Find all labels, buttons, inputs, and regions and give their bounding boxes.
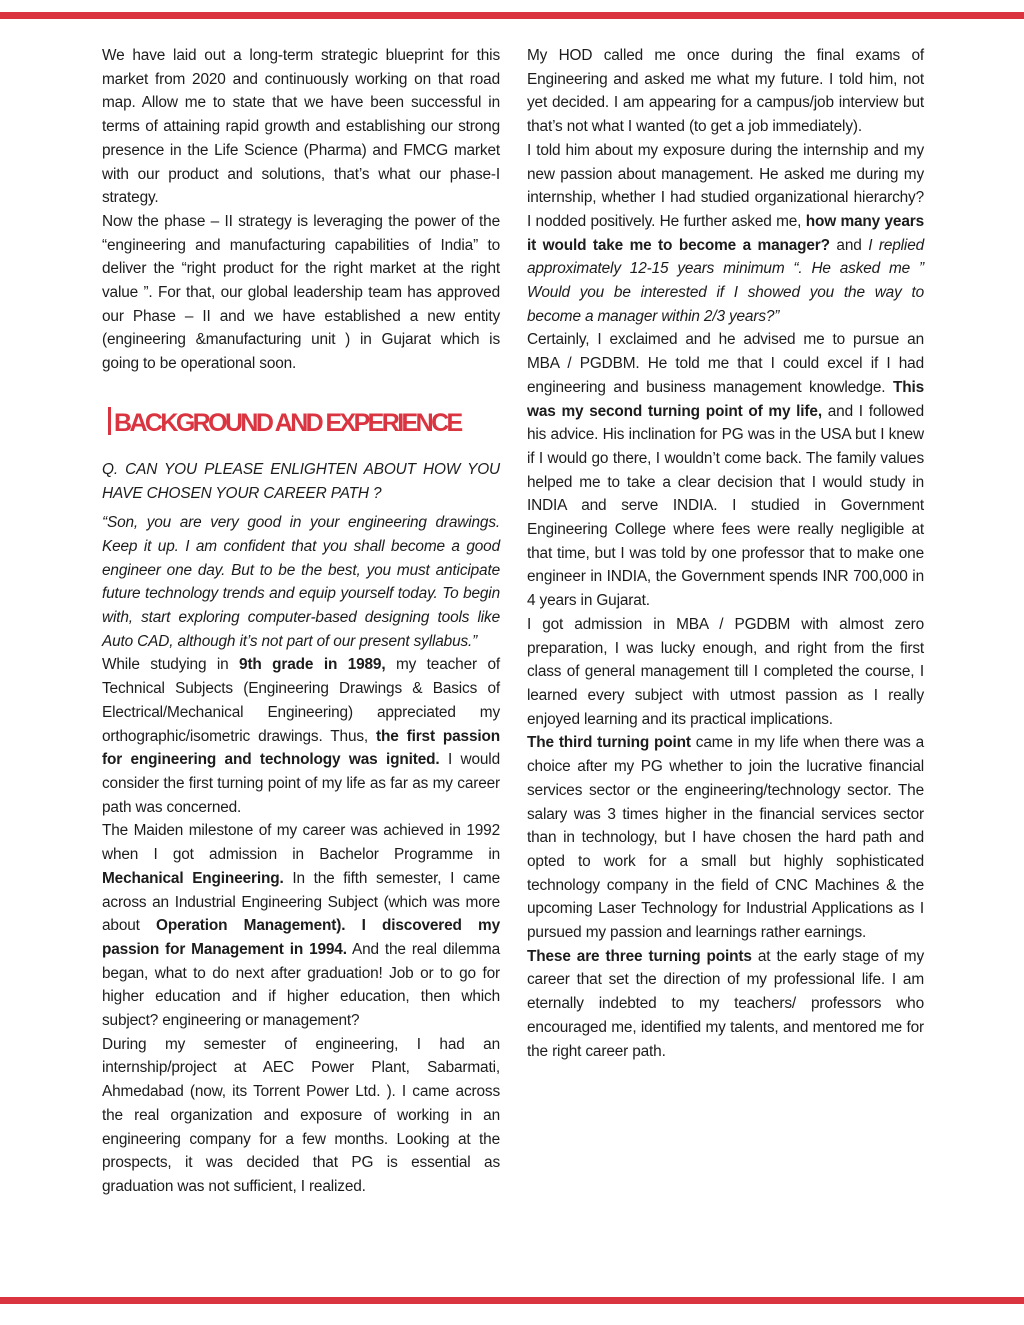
top-accent-rule — [0, 12, 1024, 19]
text-run: came in my life when there was a choice after my PG whether to join the lucrative financial services sector or the engineering/technology sector. The salary was 3 times higher in the financial services sector than in technology, but I have chosen the hard path and opted to work for a small but highly sophisticated technology company in the field of CNC Machines & the upcoming Laser Technology for Industrial Applications as I pursued my passion and learnings rather earnings. — [527, 734, 924, 942]
text-run: at the early stage of my career that set the direction of my professional life. I am eternally indebted to my teachers/ professors who encouraged me, identified my talents, and mentored me for the right career path. — [527, 947, 924, 1060]
paragraph-third-turning-point — [527, 731, 924, 944]
intro-paragraph-phase-1: We have laid out a long-term strategic blueprint for this market from 2020 and continuously working on that road map. Allow me to state that we have been successful in terms of attaining rapid growth and establishing our strong presence in the Life Science (Pharma) and FMCG market with our product and solutions, that’s what our phase-I strategy. — [102, 47, 500, 207]
bold-run: This was my second turning point of my life, — [527, 378, 924, 420]
text-run: In the fifth semester, I came across an Industrial Engineering Subject (which was more about — [102, 869, 500, 935]
section-heading — [108, 406, 500, 440]
bold-run: the first passion for engineering and technology was ignited. — [102, 727, 501, 769]
paragraph-mba-admission: I got admission in MBA / PGDBM with almost zero preparation, I was lucky enough, and right from the first class of general management till I completed the course, I learned every subject with utmost passion as I really enjoyed learning and its practical implications. — [527, 615, 924, 728]
paragraph-first-turning-point — [102, 653, 500, 819]
text-run: While studying in — [102, 656, 240, 674]
paragraph-hod-call: My HOD called me once during the final exams of Engineering and asked me what my future. I told him, not yet decided. I am appearing for a campus/job interview but that’s not what I wanted (to get a job immediately). — [527, 47, 924, 136]
bold-run: The third turning point — [527, 734, 691, 752]
text-run: and — [829, 236, 869, 254]
intro-paragraph-phase-2: Now the phase – II strategy is leveraging the power of the “engineering and manufacturing capabilities of India” to deliver the “right product for the right market at the right value ”. For that, our global leadership team has approved our Phase – II and we have established a new entity (engineering &manufacturing unit ) in Gujarat which is going to be operational soon. — [102, 212, 500, 373]
teacher-quote: “Son, you are very good in your engineering drawings. Keep it up. I am confident that you shall become a good engineer one day. But to be the best, you must anticipate future technology trends and equip yourself today. To begin with, start exploring computer-based designing tools like Auto CAD, although it’s not part of our present syllabus.” — [102, 514, 500, 650]
bold-run: Mechanical Engineering. — [102, 869, 284, 887]
bold-run: These are three turning points — [527, 947, 752, 965]
text-run: I told him about my exposure during the internship and my new passion about management. He asked me during my internship, whether I had studied organizational hierarchy? I nodded positively. He further asked me, — [527, 141, 924, 230]
bold-run: 9th grade in 1989, — [239, 656, 386, 674]
text-run: The Maiden milestone of my career was achieved in 1992 when I got admission in Bachelor Programme in — [102, 822, 500, 864]
section-heading-text: BACKGROUND AND EXPERIENCE — [114, 408, 461, 437]
paragraph-second-turning-point — [527, 328, 924, 612]
text-run: I would consider the first turning point of my life as far as my career path was concerned. — [102, 751, 500, 816]
paragraph-internship: During my semester of engineering, I had an internship/project at AEC Power Plant, Sabarmati, Ahmedabad (now, its Torrent Power Ltd. ). I came across the real organization and exposure of working in an engineering company for a few months. Looking at the prospects, it was decided that PG is essential as graduation was not sufficient, I realized. — [102, 1035, 500, 1195]
bold-run: Operation Management). I discovered my passion for Management in 1994. — [102, 917, 500, 958]
heading-bar — [108, 407, 111, 435]
paragraph-maiden-milestone — [102, 819, 500, 1032]
text-run: And the real dilemma began, what to do next after graduation! Job or to go for higher education and if higher education, then which subject? engineering or management? — [102, 940, 500, 1030]
text-run: my teacher of Technical Subjects (Engineering Drawings & Basics of Electrical/Mechanical Engineering) appreciated my orthographic/isometric drawings. Thus, — [102, 656, 500, 745]
text-run: and I followed his advice. His inclination for PG was in the USA but I knew if I would go there, I wouldn’t come back. The family values helped me to take a clear decision that I would study in INDIA and serve INDIA. I studied in Government Engineering College where fees were really negligible at that time, but I was told by one professor that to make one engineer in INDIA, the Government spends INR 700,000 in 4 years in Gujarat. — [527, 402, 924, 610]
paragraph-conclusion — [527, 945, 924, 1064]
left-column — [102, 44, 500, 1199]
italic-run: I replied approximately 12-15 years minimum “. He asked me ” Would you be interested if I showed you the way to become a manager within 2/3 years?” — [527, 236, 925, 325]
text-run: Certainly, I exclaimed and he advised me to pursue an MBA / PGDBM. He told me that I could excel if I had engineering and business management knowledge. — [527, 331, 924, 396]
interview-question: Q. CAN YOU PLEASE ENLIGHTEN ABOUT HOW YOU HAVE CHOSEN YOUR CAREER PATH ? — [102, 460, 500, 502]
bold-run: how many years it would take me to become a manager? — [527, 212, 924, 254]
right-column — [527, 44, 924, 1063]
bottom-accent-rule — [0, 1297, 1024, 1304]
paragraph-manager-question — [527, 139, 924, 329]
